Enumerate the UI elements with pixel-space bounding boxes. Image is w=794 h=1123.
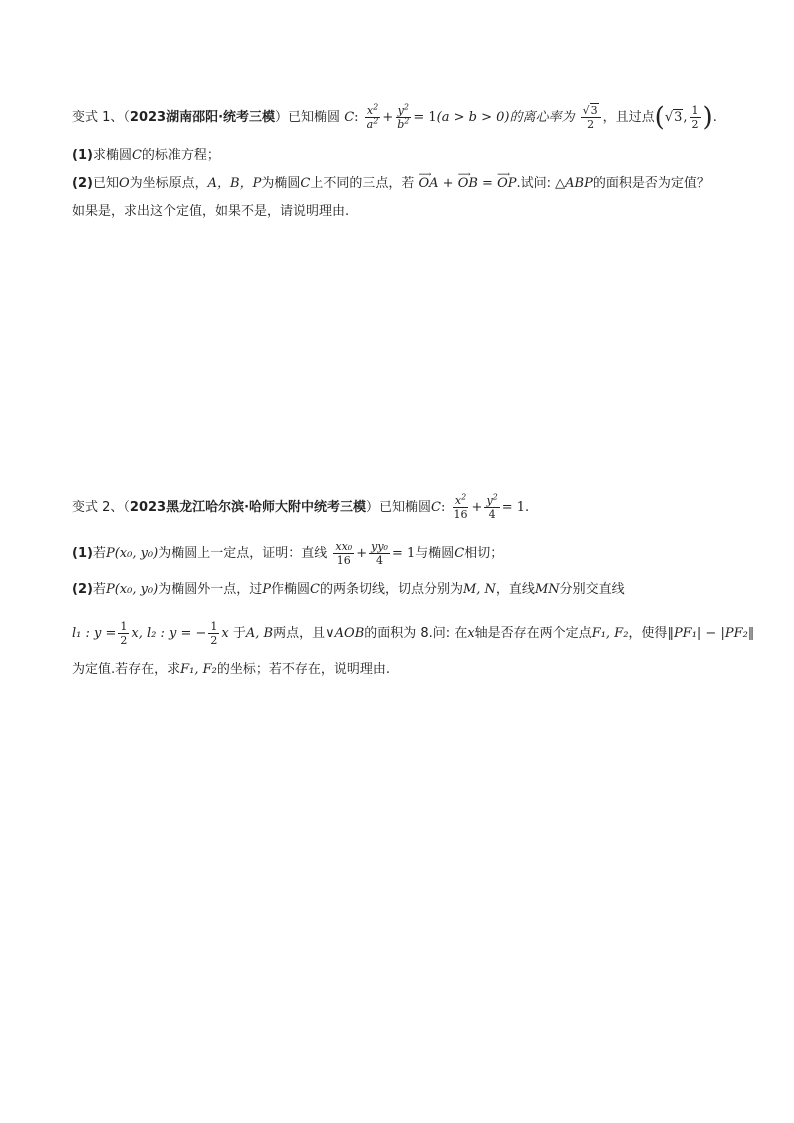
q2-line2-triangle: ∨AOB [325,626,365,641]
q1-part2-text-e: 的面积是否为定值？ [592,176,710,191]
q1-part2-text-c: 为椭圆 [261,176,301,191]
q1-point-y: $\frac{1}{2}$ [691,104,699,131]
q2-eq-tail: = 1. [501,500,530,515]
q2-part2 [72,580,625,600]
q2-part1-text-c: 与椭圆 [415,546,455,561]
q2-line2-text-e: ，使得 [628,626,668,641]
q2-part2-text-c: 作椭圆 [270,582,310,597]
q2-line3-text-b: 的坐标；若不存在，说明理由. [216,662,391,677]
q2-l2-tail: x [221,626,229,641]
q2-line2-abs: ‖PF₁| − |PF₂‖ [667,626,755,641]
q1-part2-label: (2) [72,176,93,191]
q1-part1-text-b: 的标准方程； [141,148,220,163]
q2-frac-x: $\frac{x^2}{16}$ [453,492,468,521]
q1-part2-text-b: 为坐标原点， [129,176,208,191]
q2-line3-text-a: 为定值.若存在，求 [72,662,181,677]
q1-frac-x: $\frac{x^2}{a^2}$ [366,102,379,131]
q2-part2-P: P [262,582,271,597]
q1-part2-line2 [72,202,349,222]
q2-stem: 变式 2、（2023黑龙江哈尔滨·哈师大附中统考三模）已知椭圆C: $\frac{x^2}{16}$ + $\frac{y^2}{4}$ = 1. [72,492,530,521]
q2-line2-text-d: 轴是否存在两个定点 [474,626,592,641]
q2-line2-text-a: 于 [232,626,246,641]
q1-part1-label: (1) [72,148,93,163]
q2-part2-point: P(x₀, y₀) [105,582,159,597]
q1-part2-line2-text: 如果是，求出这个定值，如果不是，请说明理由. [72,204,350,219]
q1-ellipse-var: C [344,110,355,125]
q1-part2-triangle: △ABP [555,176,593,191]
q2-line2-text-b: 两点，且 [273,626,326,641]
q2-part2-MN: M, N [462,582,496,597]
q1-point-x: √3 [664,110,683,125]
q1-part1-var: C [131,148,142,163]
q2-l2-frac: $\frac{1}{2}$ [210,620,218,647]
q2-part1-var: C [454,546,465,561]
q2-part1-point: P(x₀, y₀) [105,546,159,561]
q2-line2-AB: A, B [245,626,274,641]
q2-part1-frac2: $\frac{\text{yy₀}}{4}$ [371,540,388,567]
q2-part2-text-e: ，直线 [495,582,535,597]
q2-line2-x: x [467,626,475,641]
q2-l1-frac: $\frac{1}{2}$ [120,620,128,647]
q1-intro: ）已知椭圆 [275,110,341,125]
q1-prefix: 变式 1、（ [72,110,130,125]
q2-part2-line2 [72,620,754,647]
q2-part1-text-b: 为椭圆上一定点，证明：直线 [158,546,328,561]
q2-line3-F: F₁, F₂ [180,662,217,677]
q2-part2-line3 [72,660,390,680]
q2-part1-text-a: 若 [92,546,106,561]
q2-part2-text-a: 若 [92,582,106,597]
q1-stem: 变式 1、（2023湖南邵阳·统考三模）已知椭圆 C: $\frac{x^2}{a^2}$ + $\frac{y^2}{b^2}$ = 1(a > b > 0)的离心率为 $\frac{√3}{2}$ ，且过点(√3, $\frac{1}{2}$ ). [72,102,717,133]
q1-part2-points: A，B，P [207,176,262,191]
q2-prefix: 变式 2、（ [72,500,130,515]
q1-part1 [72,146,220,166]
q2-part2-text-d: 的两条切线，切点分别为 [319,582,463,597]
q1-frac-y: $\frac{y^2}{b^2}$ [397,102,410,131]
q2-part2-text-b: 为椭圆外一点，过 [158,582,263,597]
q1-part2-vec-tail: .试问: [516,176,551,191]
q2-part2-var: C [310,582,320,597]
q1-eccentricity: $\frac{√3}{2}$ [581,104,601,131]
q2-ellipse-var: C [431,500,441,515]
q2-part2-MN2: MN [534,582,560,597]
q1-part2-origin: O [118,176,130,191]
q1-vector-equation: ⟶ OA + ⟶ OB = ⟶ OP [418,176,516,191]
q2-l1-tail: x, l₂ : y = − [131,626,207,641]
q1-part1-text-a: 求椭圆 [92,148,132,163]
q2-intro: ）已知椭圆 [366,500,432,515]
q2-part1-frac1: $\frac{\text{xx₀}}{16}$ [335,540,353,567]
q1-part2-text-a: 已知 [92,176,119,191]
q2-part2-text-f: 分别交直线 [559,582,625,597]
q1-part2-var: C [300,176,311,191]
q2-part1-text-d: 相切； [464,546,504,561]
q1-source: 2023湖南邵阳·统考三模 [129,110,276,125]
q2-frac-y: $\frac{y^2}{4}$ [486,492,498,521]
q1-part2-text-d: 上不同的三点，若 [310,176,415,191]
q2-part2-label: (2) [72,582,93,597]
q2-part1-eq-tail: = 1 [391,546,416,561]
q2-part1-label: (1) [72,546,93,561]
q2-l1-lead: l₁ : y = [72,626,117,641]
q1-pass-text: ，且过点 [602,110,655,125]
q1-eq-tail: (a > b > 0)的离心率为 [436,110,575,125]
q2-line2-F: F₁, F₂ [591,626,629,641]
q1-part2 [72,174,710,194]
q2-line2-text-c: 的面积为 8.问: 在 [364,626,468,641]
q2-part1: (1)若P(x₀, y₀)为椭圆上一定点，证明：直线 $\frac{\text{xx₀}}{16}$ + $\frac{\text{yy₀}}{4}$ = 1与椭圆C相切； [72,540,504,567]
q2-source: 2023黑龙江哈尔滨·哈师大附中统考三模 [129,500,367,515]
